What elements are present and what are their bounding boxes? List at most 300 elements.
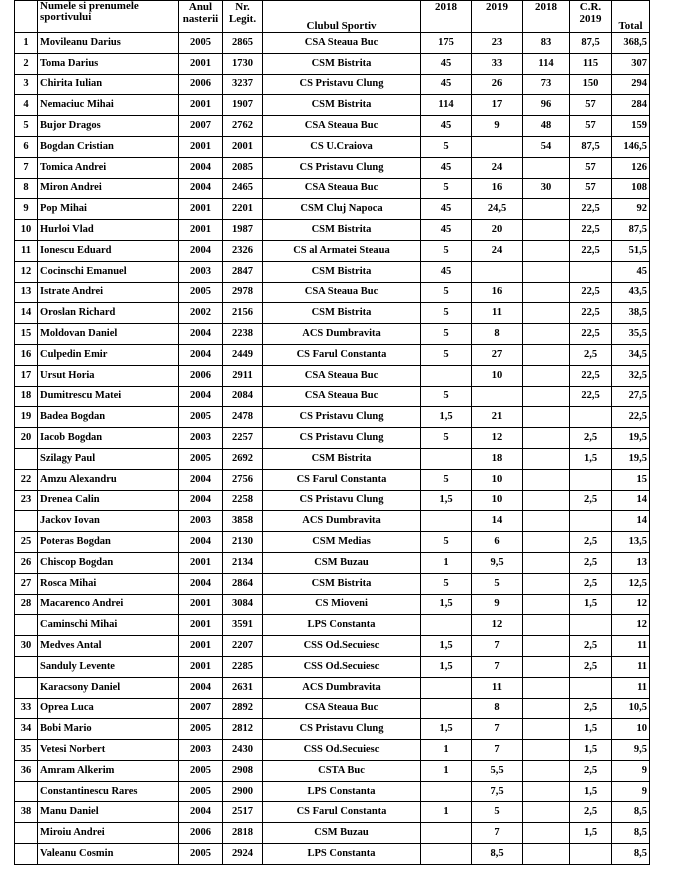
table-row <box>15 303 650 324</box>
cell-legit: 3084 <box>223 594 263 615</box>
header-club: Clubul Sportiv <box>263 1 421 33</box>
table-row <box>15 823 650 844</box>
cell-points-2018-a <box>421 698 472 719</box>
table-row <box>15 532 650 553</box>
cell-total: 13 <box>612 552 650 573</box>
cell-points-2018-a: 1,5 <box>421 407 472 428</box>
cell-year: 2005 <box>179 407 223 428</box>
cell-name: Oroslan Richard <box>38 303 179 324</box>
cell-points-2018-b <box>523 636 570 657</box>
cell-points-2018-b: 114 <box>523 53 570 74</box>
cell-club: CS al Armatei Steaua <box>263 240 421 261</box>
cell-rank <box>15 823 38 844</box>
cell-points-2019: 6 <box>472 532 523 553</box>
cell-legit: 2257 <box>223 428 263 449</box>
cell-year: 2001 <box>179 552 223 573</box>
cell-total: 294 <box>612 74 650 95</box>
table-body <box>15 33 650 865</box>
cell-total: 38,5 <box>612 303 650 324</box>
cell-total: 19,5 <box>612 448 650 469</box>
cell-points-2018-b <box>523 240 570 261</box>
cell-name: Constantinescu Rares <box>38 781 179 802</box>
cell-year: 2001 <box>179 615 223 636</box>
table-row <box>15 802 650 823</box>
table-row <box>15 760 650 781</box>
cell-legit: 2449 <box>223 344 263 365</box>
cell-points-2019: 33 <box>472 53 523 74</box>
cell-points-2019: 16 <box>472 178 523 199</box>
cell-points-2018-a: 5 <box>421 573 472 594</box>
cell-points-2018-a: 1,5 <box>421 594 472 615</box>
cell-legit: 2465 <box>223 178 263 199</box>
cell-points-2019: 7 <box>472 823 523 844</box>
cell-points-2018-a: 1,5 <box>421 719 472 740</box>
cell-total: 368,5 <box>612 33 650 54</box>
cell-club: CSA Steaua Buc <box>263 365 421 386</box>
cell-total: 14 <box>612 511 650 532</box>
cell-club: CS Farul Constanta <box>263 802 421 823</box>
table-row <box>15 261 650 282</box>
cell-legit: 3591 <box>223 615 263 636</box>
cell-legit: 2238 <box>223 324 263 345</box>
cell-points-2018-b <box>523 719 570 740</box>
cell-total: 108 <box>612 178 650 199</box>
cell-year: 2005 <box>179 33 223 54</box>
cell-rank: 11 <box>15 240 38 261</box>
cell-points-2018-a <box>421 448 472 469</box>
cell-total: 19,5 <box>612 428 650 449</box>
cell-points-2018-a: 1,5 <box>421 490 472 511</box>
table-row <box>15 240 650 261</box>
cell-points-cr-2019: 87,5 <box>570 136 612 157</box>
cell-legit: 2258 <box>223 490 263 511</box>
cell-points-cr-2019: 2,5 <box>570 490 612 511</box>
cell-rank: 22 <box>15 469 38 490</box>
cell-name: Badea Bogdan <box>38 407 179 428</box>
cell-points-cr-2019 <box>570 261 612 282</box>
cell-points-2019: 7 <box>472 740 523 761</box>
cell-points-2019: 7 <box>472 719 523 740</box>
cell-points-2018-b <box>523 656 570 677</box>
cell-total: 9 <box>612 781 650 802</box>
cell-points-2018-b <box>523 844 570 865</box>
table-row <box>15 53 650 74</box>
cell-club: ACS Dumbravita <box>263 677 421 698</box>
cell-points-2018-a: 45 <box>421 261 472 282</box>
header-name: Numele si prenumele sportivului <box>38 1 179 33</box>
cell-name: Dumitrescu Matei <box>38 386 179 407</box>
cell-total: 32,5 <box>612 365 650 386</box>
cell-points-2018-a: 5 <box>421 303 472 324</box>
cell-year: 2004 <box>179 386 223 407</box>
cell-points-cr-2019: 2,5 <box>570 344 612 365</box>
cell-year: 2001 <box>179 594 223 615</box>
table-row <box>15 365 650 386</box>
table-row <box>15 615 650 636</box>
cell-total: 27,5 <box>612 386 650 407</box>
cell-rank: 38 <box>15 802 38 823</box>
cell-points-2019: 24,5 <box>472 199 523 220</box>
cell-year: 2004 <box>179 469 223 490</box>
cell-rank <box>15 656 38 677</box>
cell-rank <box>15 448 38 469</box>
cell-club: LPS Constanta <box>263 844 421 865</box>
cell-legit: 2911 <box>223 365 263 386</box>
header-p2: 2019 <box>472 1 523 33</box>
cell-year: 2001 <box>179 220 223 241</box>
cell-points-2018-b: 30 <box>523 178 570 199</box>
cell-name: Istrate Andrei <box>38 282 179 303</box>
table-row <box>15 511 650 532</box>
cell-rank: 6 <box>15 136 38 157</box>
cell-total: 22,5 <box>612 407 650 428</box>
cell-points-cr-2019: 22,5 <box>570 240 612 261</box>
cell-points-2019: 10 <box>472 490 523 511</box>
cell-points-2018-b: 73 <box>523 74 570 95</box>
cell-club: CSM Bistrita <box>263 53 421 74</box>
table-row <box>15 719 650 740</box>
cell-points-2018-b <box>523 324 570 345</box>
cell-name: Manu Daniel <box>38 802 179 823</box>
cell-points-2018-b <box>523 511 570 532</box>
cell-total: 12 <box>612 594 650 615</box>
cell-year: 2003 <box>179 740 223 761</box>
cell-points-2019: 18 <box>472 448 523 469</box>
cell-legit: 1987 <box>223 220 263 241</box>
cell-year: 2007 <box>179 116 223 137</box>
cell-club: CSM Bistrita <box>263 261 421 282</box>
cell-points-cr-2019: 22,5 <box>570 303 612 324</box>
cell-total: 43,5 <box>612 282 650 303</box>
cell-points-cr-2019: 1,5 <box>570 781 612 802</box>
cell-rank: 10 <box>15 220 38 241</box>
cell-name: Ionescu Eduard <box>38 240 179 261</box>
cell-points-2018-a <box>421 365 472 386</box>
cell-rank: 27 <box>15 573 38 594</box>
cell-legit: 2900 <box>223 781 263 802</box>
table-row <box>15 594 650 615</box>
cell-name: Vetesi Norbert <box>38 740 179 761</box>
table-row <box>15 844 650 865</box>
cell-points-2018-b <box>523 781 570 802</box>
cell-club: CS U.Craiova <box>263 136 421 157</box>
cell-points-2019: 12 <box>472 428 523 449</box>
cell-club: CSA Steaua Buc <box>263 33 421 54</box>
cell-rank <box>15 511 38 532</box>
cell-points-2018-a: 5 <box>421 282 472 303</box>
cell-club: CS Farul Constanta <box>263 344 421 365</box>
cell-points-2018-a <box>421 781 472 802</box>
cell-legit: 1907 <box>223 95 263 116</box>
cell-year: 2004 <box>179 490 223 511</box>
cell-points-2018-b: 83 <box>523 33 570 54</box>
cell-club: CS Farul Constanta <box>263 469 421 490</box>
cell-points-2018-a: 45 <box>421 116 472 137</box>
cell-total: 11 <box>612 636 650 657</box>
cell-points-cr-2019: 1,5 <box>570 719 612 740</box>
cell-points-cr-2019: 22,5 <box>570 365 612 386</box>
table-row <box>15 677 650 698</box>
cell-total: 8,5 <box>612 823 650 844</box>
cell-year: 2003 <box>179 511 223 532</box>
cell-rank: 17 <box>15 365 38 386</box>
cell-name: Cocinschi Emanuel <box>38 261 179 282</box>
cell-legit: 2978 <box>223 282 263 303</box>
cell-year: 2004 <box>179 802 223 823</box>
cell-total: 307 <box>612 53 650 74</box>
cell-points-2019: 7 <box>472 636 523 657</box>
cell-name: Valeanu Cosmin <box>38 844 179 865</box>
cell-points-2018-a <box>421 511 472 532</box>
cell-name: Rosca Mihai <box>38 573 179 594</box>
cell-total: 159 <box>612 116 650 137</box>
cell-total: 10,5 <box>612 698 650 719</box>
cell-points-2019: 20 <box>472 220 523 241</box>
cell-points-cr-2019: 2,5 <box>570 656 612 677</box>
table-row <box>15 95 650 116</box>
cell-points-2019: 17 <box>472 95 523 116</box>
cell-points-2019: 16 <box>472 282 523 303</box>
cell-points-cr-2019: 2,5 <box>570 573 612 594</box>
cell-points-2018-a: 5 <box>421 386 472 407</box>
cell-year: 2002 <box>179 303 223 324</box>
cell-total: 8,5 <box>612 844 650 865</box>
cell-club: CSA Steaua Buc <box>263 698 421 719</box>
cell-rank: 33 <box>15 698 38 719</box>
cell-points-2018-a: 45 <box>421 199 472 220</box>
cell-name: Ursut Horia <box>38 365 179 386</box>
cell-year: 2004 <box>179 344 223 365</box>
cell-points-cr-2019: 22,5 <box>570 220 612 241</box>
cell-year: 2005 <box>179 719 223 740</box>
cell-points-cr-2019: 150 <box>570 74 612 95</box>
cell-club: CS Mioveni <box>263 594 421 615</box>
cell-total: 9 <box>612 760 650 781</box>
cell-club: CSM Buzau <box>263 823 421 844</box>
cell-points-2018-b <box>523 615 570 636</box>
cell-club: CSA Steaua Buc <box>263 178 421 199</box>
cell-rank: 23 <box>15 490 38 511</box>
table-row <box>15 220 650 241</box>
cell-name: Moldovan Daniel <box>38 324 179 345</box>
cell-points-cr-2019: 2,5 <box>570 532 612 553</box>
cell-points-2018-a: 5 <box>421 344 472 365</box>
cell-rank: 34 <box>15 719 38 740</box>
cell-year: 2004 <box>179 677 223 698</box>
cell-legit: 2478 <box>223 407 263 428</box>
cell-club: CSA Steaua Buc <box>263 282 421 303</box>
cell-club: CS Pristavu Clung <box>263 490 421 511</box>
cell-legit: 2762 <box>223 116 263 137</box>
cell-name: Oprea Luca <box>38 698 179 719</box>
cell-name: Hurloi Vlad <box>38 220 179 241</box>
cell-points-2018-a: 114 <box>421 95 472 116</box>
cell-legit: 2924 <box>223 844 263 865</box>
table-row <box>15 33 650 54</box>
cell-points-2019: 8 <box>472 698 523 719</box>
table-row <box>15 282 650 303</box>
cell-legit: 2631 <box>223 677 263 698</box>
cell-points-cr-2019: 2,5 <box>570 428 612 449</box>
cell-points-2018-b <box>523 199 570 220</box>
cell-points-2019: 24 <box>472 157 523 178</box>
cell-year: 2005 <box>179 448 223 469</box>
cell-name: Bobi Mario <box>38 719 179 740</box>
cell-total: 10 <box>612 719 650 740</box>
cell-legit: 2908 <box>223 760 263 781</box>
cell-points-2019: 24 <box>472 240 523 261</box>
cell-points-2019: 5 <box>472 573 523 594</box>
cell-points-cr-2019: 1,5 <box>570 740 612 761</box>
header-p4: C.R. 2019 <box>570 1 612 33</box>
cell-legit: 2207 <box>223 636 263 657</box>
table-row <box>15 116 650 137</box>
cell-points-cr-2019: 57 <box>570 116 612 137</box>
cell-club: CSS Od.Secuiesc <box>263 740 421 761</box>
header-legit: Nr. Legit. <box>223 1 263 33</box>
cell-name: Toma Darius <box>38 53 179 74</box>
cell-rank: 30 <box>15 636 38 657</box>
table-row <box>15 781 650 802</box>
cell-name: Movileanu Darius <box>38 33 179 54</box>
cell-total: 126 <box>612 157 650 178</box>
cell-points-2018-b <box>523 698 570 719</box>
cell-points-2018-b <box>523 594 570 615</box>
cell-club: ACS Dumbravita <box>263 324 421 345</box>
cell-club: CSM Bistrita <box>263 303 421 324</box>
cell-year: 2007 <box>179 698 223 719</box>
cell-legit: 2134 <box>223 552 263 573</box>
table-row <box>15 552 650 573</box>
table-row <box>15 157 650 178</box>
cell-name: Amram Alkerim <box>38 760 179 781</box>
cell-points-2018-b: 48 <box>523 116 570 137</box>
cell-year: 2004 <box>179 157 223 178</box>
header-year: Anul nasterii <box>179 1 223 33</box>
cell-points-2018-a: 5 <box>421 428 472 449</box>
cell-rank: 35 <box>15 740 38 761</box>
table-row <box>15 344 650 365</box>
table-row <box>15 490 650 511</box>
cell-year: 2003 <box>179 261 223 282</box>
cell-points-2018-b <box>523 469 570 490</box>
cell-total: 45 <box>612 261 650 282</box>
cell-points-cr-2019: 2,5 <box>570 802 612 823</box>
cell-points-cr-2019 <box>570 511 612 532</box>
cell-points-2018-b <box>523 157 570 178</box>
cell-legit: 2156 <box>223 303 263 324</box>
cell-points-2018-a <box>421 823 472 844</box>
cell-points-2019: 23 <box>472 33 523 54</box>
cell-club: CSM Cluj Napoca <box>263 199 421 220</box>
cell-name: Bogdan Cristian <box>38 136 179 157</box>
cell-points-cr-2019: 2,5 <box>570 552 612 573</box>
cell-points-cr-2019: 87,5 <box>570 33 612 54</box>
cell-points-2019: 21 <box>472 407 523 428</box>
table-row <box>15 199 650 220</box>
cell-points-2018-b <box>523 344 570 365</box>
cell-club: CSA Steaua Buc <box>263 116 421 137</box>
cell-name: Culpedin Emir <box>38 344 179 365</box>
cell-rank: 26 <box>15 552 38 573</box>
cell-rank: 12 <box>15 261 38 282</box>
cell-total: 9,5 <box>612 740 650 761</box>
cell-year: 2003 <box>179 428 223 449</box>
cell-rank <box>15 844 38 865</box>
cell-total: 11 <box>612 677 650 698</box>
cell-name: Szilagy Paul <box>38 448 179 469</box>
cell-total: 12,5 <box>612 573 650 594</box>
cell-club: CSA Steaua Buc <box>263 386 421 407</box>
table-row <box>15 740 650 761</box>
cell-year: 2001 <box>179 95 223 116</box>
cell-points-2018-b <box>523 573 570 594</box>
cell-name: Miroiu Andrei <box>38 823 179 844</box>
cell-points-2018-a: 5 <box>421 324 472 345</box>
cell-points-2019: 10 <box>472 365 523 386</box>
cell-year: 2004 <box>179 240 223 261</box>
cell-name: Pop Mihai <box>38 199 179 220</box>
table-row <box>15 573 650 594</box>
cell-year: 2001 <box>179 53 223 74</box>
cell-points-2018-a: 5 <box>421 178 472 199</box>
cell-club: CS Pristavu Clung <box>263 407 421 428</box>
cell-points-cr-2019 <box>570 677 612 698</box>
cell-points-2018-b <box>523 552 570 573</box>
cell-points-2019: 12 <box>472 615 523 636</box>
header-p3: 2018 <box>523 1 570 33</box>
cell-total: 92 <box>612 199 650 220</box>
cell-points-2019: 5,5 <box>472 760 523 781</box>
cell-year: 2001 <box>179 136 223 157</box>
cell-rank: 9 <box>15 199 38 220</box>
cell-points-2018-a: 5 <box>421 469 472 490</box>
cell-year: 2004 <box>179 324 223 345</box>
cell-year: 2001 <box>179 199 223 220</box>
cell-points-cr-2019: 1,5 <box>570 594 612 615</box>
cell-legit: 2756 <box>223 469 263 490</box>
cell-points-2018-b <box>523 303 570 324</box>
cell-points-2018-a: 1 <box>421 802 472 823</box>
cell-points-2018-a: 5 <box>421 532 472 553</box>
cell-points-2018-b: 54 <box>523 136 570 157</box>
cell-club: CSM Medias <box>263 532 421 553</box>
cell-legit: 2201 <box>223 199 263 220</box>
cell-rank: 13 <box>15 282 38 303</box>
table-row <box>15 74 650 95</box>
cell-rank: 20 <box>15 428 38 449</box>
cell-points-2019: 7 <box>472 656 523 677</box>
cell-rank <box>15 615 38 636</box>
cell-club: CSS Od.Secuiesc <box>263 656 421 677</box>
table-row <box>15 469 650 490</box>
table-row <box>15 636 650 657</box>
table-row <box>15 428 650 449</box>
cell-rank: 18 <box>15 386 38 407</box>
cell-points-2019 <box>472 386 523 407</box>
table-row <box>15 448 650 469</box>
cell-legit: 2864 <box>223 573 263 594</box>
cell-points-2018-b <box>523 823 570 844</box>
cell-points-2018-b <box>523 490 570 511</box>
header-rank <box>15 1 38 33</box>
cell-rank: 28 <box>15 594 38 615</box>
cell-year: 2006 <box>179 365 223 386</box>
cell-year: 2006 <box>179 823 223 844</box>
cell-club: CSM Bistrita <box>263 448 421 469</box>
cell-name: Poteras Bogdan <box>38 532 179 553</box>
cell-name: Tomica Andrei <box>38 157 179 178</box>
